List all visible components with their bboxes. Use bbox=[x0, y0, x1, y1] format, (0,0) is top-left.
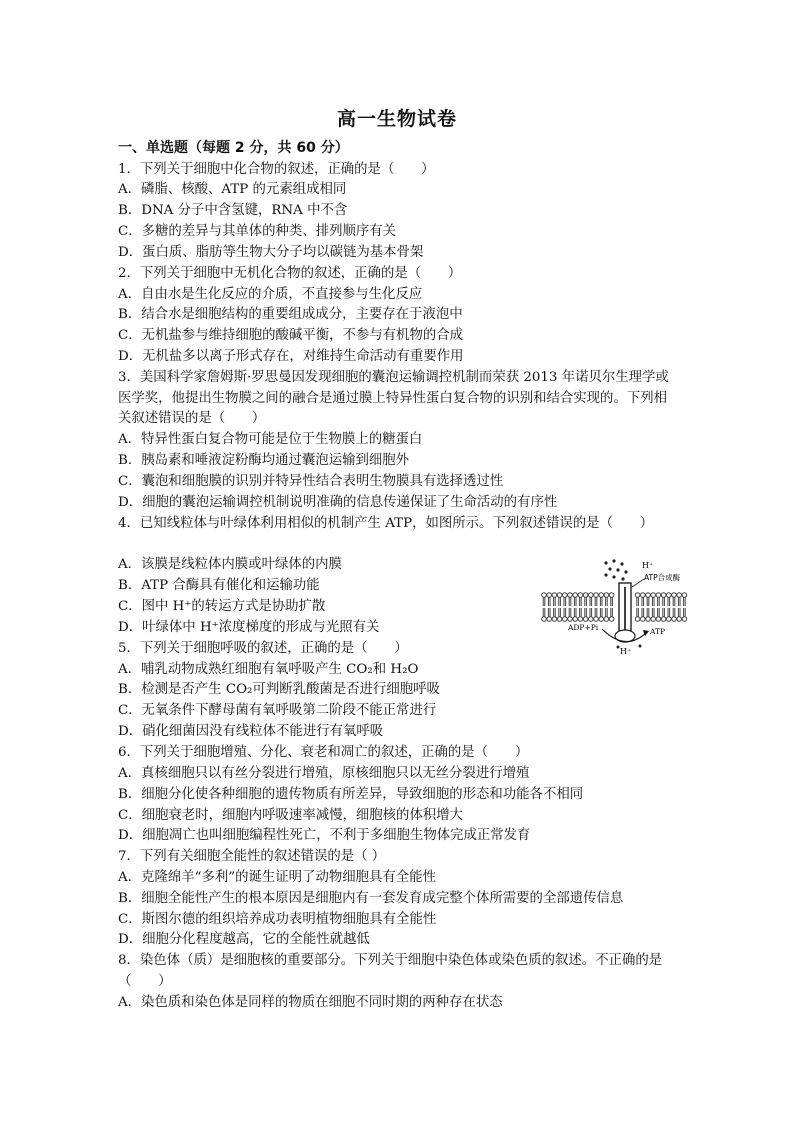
q1-option-a: A．磷脂、核酸、ATP 的元素组成相同 bbox=[118, 182, 347, 197]
q3-option-c: C．囊泡和细胞膜的识别并特异性结合表明生物膜具有选择透过性 bbox=[118, 474, 504, 489]
q2-option-d: D．无机盐多以离子形式存在，对维持生命活动有重要作用 bbox=[118, 349, 464, 364]
label-atp: ATP bbox=[650, 627, 666, 636]
membrane-bilayer bbox=[542, 593, 687, 622]
section-title: 一、单选题（每题 2 分，共 60 分） bbox=[118, 140, 349, 156]
q1-stem: 1．下列关于细胞中化合物的叙述，正确的是（ ） bbox=[118, 162, 435, 177]
atp-synthase-diagram bbox=[540, 557, 690, 657]
q5-option-d: D．硝化细菌因没有线粒体不能进行有氧呼吸 bbox=[118, 724, 384, 739]
q3-option-b: B．胰岛素和唾液淀粉酶均通过囊泡运输到细胞外 bbox=[118, 453, 410, 468]
q7-stem: 7．下列有关细胞全能性的叙述错误的是（ ） bbox=[118, 849, 386, 864]
enzyme-pointer bbox=[632, 579, 644, 587]
q2-stem: 2．下列关于细胞中无机化合物的叙述，正确的是（ ） bbox=[118, 266, 462, 281]
q6-option-b: B．细胞分化使各种细胞的遗传物质有所差异，导致细胞的形态和功能各不相同 bbox=[118, 787, 584, 802]
q2-option-b: B．结合水是细胞结构的重要组成成分，主要存在于液泡中 bbox=[118, 307, 463, 322]
q6-option-d: D．细胞凋亡也叫细胞编程性死亡，不利于多细胞生物体完成正常发育 bbox=[118, 828, 531, 843]
q4-option-b: B．ATP 合酶具有催化和运输功能 bbox=[118, 578, 320, 593]
q5-option-c: C．无氧条件下酵母菌有氧呼吸第二阶段不能正常进行 bbox=[118, 703, 437, 718]
label-h-bottom: H⁺ bbox=[620, 647, 632, 656]
q4-option-c: C．图中 H⁺的转运方式是协助扩散 bbox=[118, 599, 326, 614]
q6-stem: 6．下列关于细胞增殖、分化、衰老和凋亡的叙述，正确的是（ ） bbox=[118, 745, 529, 760]
q2-option-a: A．自由水是生化反应的介质，不直接参与生化反应 bbox=[118, 287, 423, 302]
q5-option-b: B．检测是否产生 CO₂可判断乳酸菌是否进行细胞呼吸 bbox=[118, 682, 440, 697]
q6-option-c: C．细胞衰老时，细胞内呼吸速率减慢，细胞核的体积增大 bbox=[118, 808, 464, 823]
page-title: 高一生物试卷 bbox=[336, 108, 457, 130]
q3-option-d: D．细胞的囊泡运输调控机制说明准确的信息传递保证了生命活动的有序性 bbox=[118, 495, 558, 510]
q7-option-d: D．细胞分化程度越高，它的全能性就越低 bbox=[118, 932, 370, 947]
q1-option-c: C．多糖的差异与其单体的种类、排列顺序有关 bbox=[118, 224, 397, 239]
label-adp-pi: ADP+Pi bbox=[568, 623, 599, 632]
q1-option-d: D．蛋白质、脂肪等生物大分子均以碳链为基本骨架 bbox=[118, 245, 424, 260]
q5-stem: 5．下列关于细胞呼吸的叙述，正确的是（ ） bbox=[118, 641, 408, 656]
q8-stem: 8．染色体（质）是细胞核的重要部分。下列关于细胞中染色体或染色质的叙述。不正确的是（ ） bbox=[118, 953, 663, 989]
q8-option-a: A．染色质和染色体是同样的物质在细胞不同时期的两种存在状态 bbox=[118, 995, 503, 1010]
q3-option-a: A．特异性蛋白复合物可能是位于生物膜上的糖蛋白 bbox=[118, 432, 423, 447]
q4-option-d: D．叶绿体中 H⁺浓度梯度的形成与光照有关 bbox=[118, 620, 380, 635]
q7-option-a: A．克隆绵羊“多利”的诞生证明了动物细胞具有全能性 bbox=[118, 870, 436, 885]
q4-stem: 4．已知线粒体与叶绿体利用相似的机制产生 ATP，如图所示。下列叙述错误的是（ ） bbox=[118, 516, 654, 531]
q7-option-c: C．斯图尔德的组织培养成功表明植物细胞具有全能性 bbox=[118, 912, 437, 927]
h-ions-top bbox=[604, 559, 627, 580]
q6-option-a: A．真核细胞只以有丝分裂进行增殖，原核细胞只以无丝分裂进行增殖 bbox=[118, 766, 530, 781]
q4-option-a: A．该膜是线粒体内膜或叶绿体的内膜 bbox=[118, 557, 342, 572]
q2-option-c: C．无机盐参与维持细胞的酸碱平衡，不参与有机物的合成 bbox=[118, 328, 464, 343]
q1-option-b: B．DNA 分子中含氢键，RNA 中不含 bbox=[118, 203, 348, 218]
q7-option-b: B．细胞全能性产生的根本原因是细胞内有一套发育成完整个体所需要的全部遗传信息 bbox=[118, 891, 624, 906]
label-h-top: H⁺ bbox=[642, 561, 654, 570]
label-atp-synthase: ATP合成酶 bbox=[644, 573, 681, 582]
q3-stem: 3．美国科学家詹姆斯·罗思曼因发现细胞的囊泡运输调控机制而荣获 2013 年诺贝尔生理学或医学奖，他提出生物膜之间的融合是通过膜上特异性蛋白复合物的识别和结合实现的。下列相关叙述错误的是（ ） bbox=[118, 370, 669, 427]
q5-option-a: A．哺乳动物成熟红细胞有氧呼吸产生 CO₂和 H₂O bbox=[118, 662, 419, 677]
